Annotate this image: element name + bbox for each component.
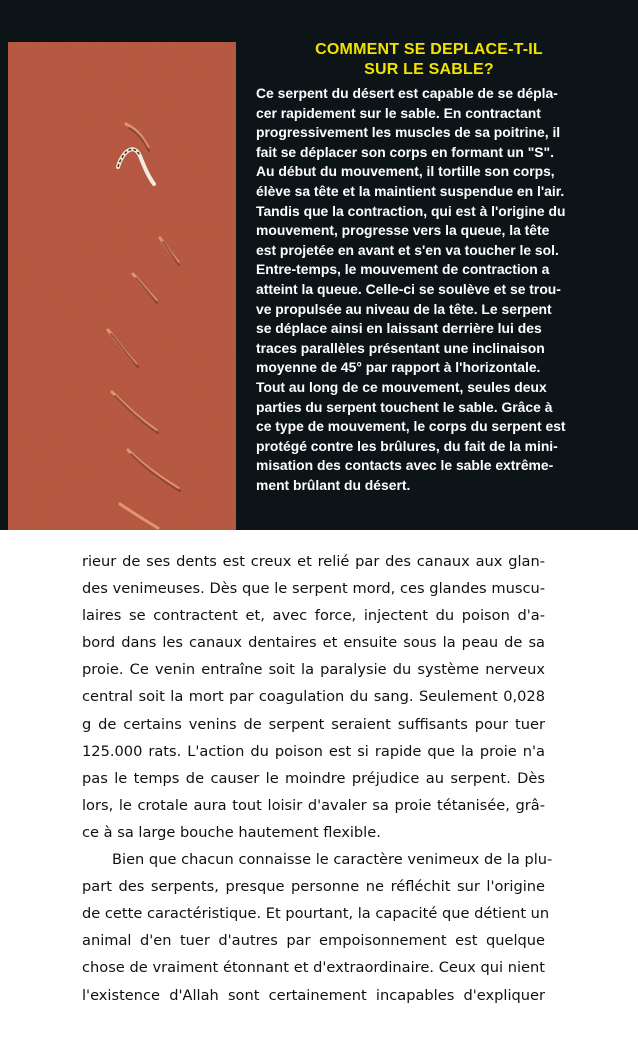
text-line: pas le temps de causer le moindre préjudice au serpent. Dès	[82, 769, 545, 787]
text-line: laires se contractent et, avec force, injectent du poison d'a-	[82, 607, 545, 625]
text-line: g de certains venins de serpent seraient suffisants pour tuer	[82, 715, 545, 733]
text-line: 125.000 rats. L'action du poison est si rapide que la proie n'a	[82, 742, 545, 760]
box-title-line1: COMMENT SE DEPLACE-T-IL	[315, 41, 543, 58]
box-title	[244, 40, 614, 80]
sand-tracks-illustration	[8, 42, 236, 530]
text-line: rieur de ses dents est creux et relié par des canaux aux glan-	[82, 553, 545, 570]
text-line: de cette caractéristique. Et pourtant, la capacité que détient un	[82, 905, 550, 923]
text-line: bord dans les canaux dentaires et ensuite sous la peau de sa	[82, 634, 545, 652]
box-body-text: Ce serpent du désert est capable de se dépla- cer rapidement sur le sable. En contractant progressivement les muscles de sa poitrine, il fait se déplacer son corps en formant un "S". Au début du mouvement, il tortille son corps, élève sa tête et la maintient suspendue en l'air. Tandis que la contraction, qui est à l'origine du mouvement, progresse vers la queue, la tête est projetée en avant et s'en va toucher le sol. Entre-temps, le mouvement de contraction a atteint la queue. Celle-ci se soulève et se trou- ve propulsée au niveau de la tête. Le serpent se déplace ainsi en laissant derrière lui des traces parallèles présentant une inclinaison moyenne de 45° par rapport à l'horizontale. Tout au long de ce mouvement, seules deux parties du serpent touchent le sable. Grâce à ce type de mouvement, le corps du serpent est protégé contre les brûlures, du fait de la mini- misation des contacts avec le sable extrême- ment brûlant du désert.	[256, 85, 566, 493]
text-line: animal d'en tuer d'autres par empoisonnement est quelque	[82, 932, 545, 950]
text-line: des venimeuses. Dès que le serpent mord, ces glandes muscu-	[82, 580, 545, 598]
text-line: ce à sa large bouche hautement flexible.	[82, 823, 381, 841]
snake-tracks-photo	[8, 42, 236, 530]
text-line: chose de vraiment étonnant et d'extraordinaire. Ceux qui nient	[82, 959, 545, 977]
main-text	[82, 548, 553, 1009]
text-line: Bien que chacun connaisse le caractère venimeux de la plu-	[112, 851, 553, 869]
text-line: lors, le crotale aura tout loisir d'avaler sa proie tétanisée, grâ-	[82, 796, 545, 814]
text-line: proie. Ce venin entraîne soit la paralysie du système nerveux	[82, 661, 545, 679]
text-line: part des serpents, presque personne ne réfléchit sur l'origine	[82, 878, 545, 896]
text-line: l'existence d'Allah sont certainement incapables d'expliquer	[82, 986, 545, 1004]
text-line: central soit la mort par coagulation du sang. Seulement 0,028	[82, 688, 545, 706]
box-title-line2: SUR LE SABLE?	[364, 61, 494, 78]
